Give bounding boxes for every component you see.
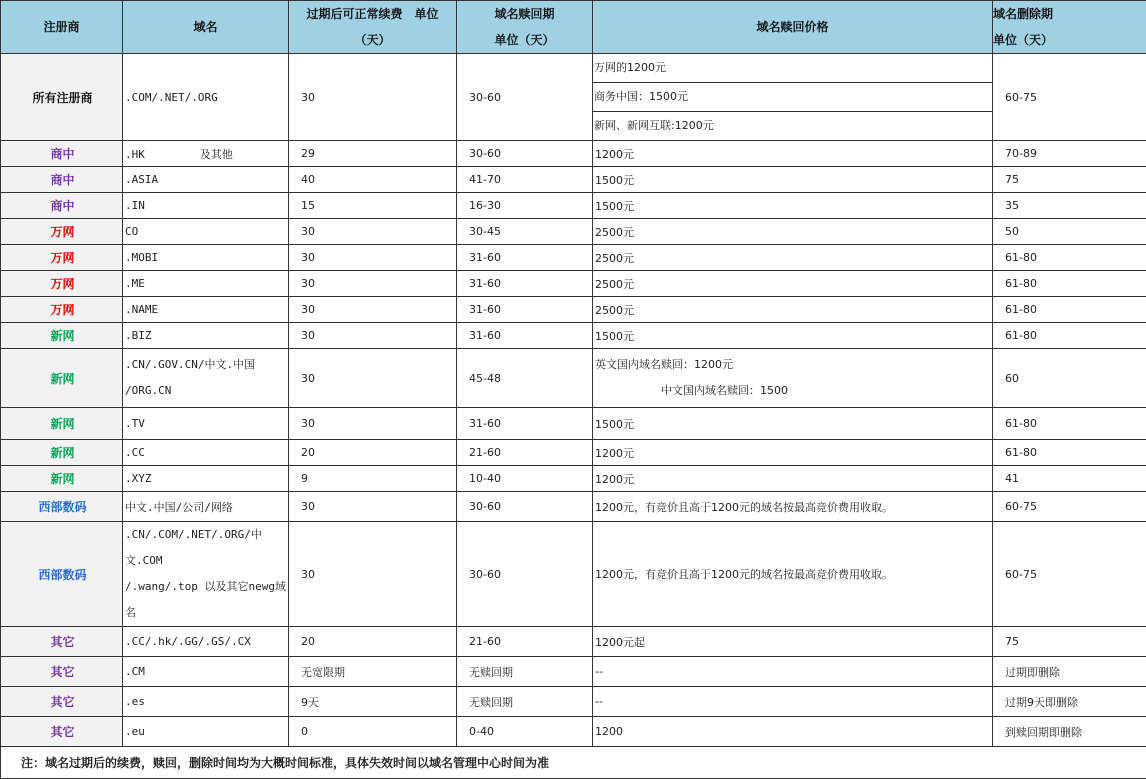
renew-cell: 40	[289, 167, 457, 193]
price-cell: 2500元	[593, 219, 993, 245]
domain-cell: .HK 及其他	[123, 141, 289, 167]
price-cell: 1200元	[593, 440, 993, 466]
redeem-cell: 无赎回期	[457, 687, 593, 717]
registrar-cell: 西部数码	[1, 522, 123, 627]
header-row	[1, 1, 1146, 54]
table-row	[1, 271, 1146, 297]
delete-cell: 75	[993, 627, 1146, 657]
price-cell: --	[593, 687, 993, 717]
table-row	[1, 627, 1146, 657]
renew-cell: 30	[289, 492, 457, 522]
domain-cell: .BIZ	[123, 323, 289, 349]
registrar-cell: 其它	[1, 657, 123, 687]
table-row	[1, 522, 1146, 627]
table-row	[1, 297, 1146, 323]
domain-cell: .XYZ	[123, 466, 289, 492]
footnote: 注：域名过期后的续费，赎回，删除时间均为大概时间标准，具体失效时间以域名管理中心时间为准	[1, 747, 1146, 779]
price-line: 英文国内域名赎回：1200元	[595, 352, 992, 378]
header-registrar: 注册商	[1, 1, 123, 54]
registrar-cell: 西部数码	[1, 492, 123, 522]
domain-cell: .CC	[123, 440, 289, 466]
table-row	[1, 141, 1146, 167]
price-cell: 1200元起	[593, 627, 993, 657]
registrar-cell: 新网	[1, 323, 123, 349]
redeem-cell: 21-60	[457, 440, 593, 466]
price-cell: --	[593, 657, 993, 687]
renew-cell: 20	[289, 440, 457, 466]
renew-cell: 29	[289, 141, 457, 167]
registrar-cell: 其它	[1, 717, 123, 747]
registrar-cell: 商中	[1, 141, 123, 167]
delete-cell: 60-75	[993, 54, 1146, 141]
price-cell	[593, 349, 993, 408]
price-cell: 1500元	[593, 193, 993, 219]
registrar-cell: 商中	[1, 167, 123, 193]
note-row	[1, 747, 1146, 779]
delete-cell: 61-80	[993, 297, 1146, 323]
domain-cell: .CM	[123, 657, 289, 687]
table-row	[1, 440, 1146, 466]
domain-cell: .ME	[123, 271, 289, 297]
redeem-cell: 31-60	[457, 271, 593, 297]
delete-cell: 75	[993, 167, 1146, 193]
price-cell: 1200	[593, 717, 993, 747]
renew-cell: 20	[289, 627, 457, 657]
price-cell: 1200元，有竞价且高于1200元的域名按最高竞价费用收取。	[593, 492, 993, 522]
header-renew-line2: （天）	[289, 27, 456, 53]
registrar-cell: 其它	[1, 687, 123, 717]
domain-line: /ORG.CN	[125, 378, 288, 404]
renew-cell: 30	[289, 522, 457, 627]
registrar-cell: 新网	[1, 349, 123, 408]
delete-cell: 60-75	[993, 492, 1146, 522]
renew-cell: 0	[289, 717, 457, 747]
renew-cell: 30	[289, 54, 457, 141]
renew-cell: 30	[289, 408, 457, 440]
registrar-cell: 万网	[1, 219, 123, 245]
price-cell: 1500元	[593, 167, 993, 193]
price-line: 中文国内域名赎回：1500	[595, 378, 992, 404]
domain-line: 名	[125, 600, 288, 626]
delete-cell: 35	[993, 193, 1146, 219]
domain-line: /.wang/.top 以及其它newg域	[125, 574, 288, 600]
delete-cell: 61-80	[993, 245, 1146, 271]
renew-cell: 30	[289, 297, 457, 323]
delete-cell: 50	[993, 219, 1146, 245]
redeem-cell: 16-30	[457, 193, 593, 219]
domain-cell: .CC/.hk/.GG/.GS/.CX	[123, 627, 289, 657]
redeem-cell: 41-70	[457, 167, 593, 193]
header-redeem-line1: 域名赎回期	[457, 1, 592, 27]
price-cell: 1500元	[593, 323, 993, 349]
registrar-cell: 万网	[1, 297, 123, 323]
redeem-cell: 30-60	[457, 492, 593, 522]
table-row	[1, 466, 1146, 492]
price-cell: 1500元	[593, 408, 993, 440]
renew-cell: 30	[289, 219, 457, 245]
registrar-cell: 所有注册商	[1, 54, 123, 141]
domain-cell: .NAME	[123, 297, 289, 323]
domain-line: .CN/.COM/.NET/.ORG/中文.COM	[125, 522, 288, 574]
price-cell	[593, 54, 993, 141]
rows-group-c	[1, 627, 1146, 747]
header-redeem	[457, 1, 593, 54]
table-row	[1, 219, 1146, 245]
delete-cell: 41	[993, 466, 1146, 492]
redeem-cell: 30-45	[457, 219, 593, 245]
delete-cell: 70-89	[993, 141, 1146, 167]
delete-cell: 61-80	[993, 440, 1146, 466]
redeem-cell: 无赎回期	[457, 657, 593, 687]
table-row	[1, 54, 1146, 141]
domain-cell: .COM/.NET/.ORG	[123, 54, 289, 141]
domain-cell: CO	[123, 219, 289, 245]
price-line: 新网、新网互联:1200元	[593, 112, 992, 140]
redeem-cell: 21-60	[457, 627, 593, 657]
header-domain: 域名	[123, 1, 289, 54]
redeem-cell: 31-60	[457, 297, 593, 323]
redeem-cell: 31-60	[457, 323, 593, 349]
price-cell: 1200元	[593, 466, 993, 492]
renew-cell: 30	[289, 323, 457, 349]
table-row	[1, 167, 1146, 193]
table-row	[1, 717, 1146, 747]
redeem-cell: 0-40	[457, 717, 593, 747]
renew-cell: 30	[289, 245, 457, 271]
delete-cell: 过期即删除	[993, 657, 1146, 687]
price-cell: 2500元	[593, 271, 993, 297]
delete-cell: 过期9天即删除	[993, 687, 1146, 717]
renew-cell: 9	[289, 466, 457, 492]
domain-cell	[123, 349, 289, 408]
renew-cell: 30	[289, 271, 457, 297]
table-row	[1, 349, 1146, 408]
renew-cell: 15	[289, 193, 457, 219]
table-row	[1, 492, 1146, 522]
registrar-cell: 新网	[1, 466, 123, 492]
redeem-cell: 45-48	[457, 349, 593, 408]
header-redeem-line2: 单位（天）	[457, 27, 592, 53]
redeem-cell: 31-60	[457, 245, 593, 271]
header-renew	[289, 1, 457, 54]
delete-cell: 60-75	[993, 522, 1146, 627]
header-delete-line1: 域名删除期	[993, 1, 1146, 27]
delete-cell: 61-80	[993, 408, 1146, 440]
table-row	[1, 245, 1146, 271]
price-cell: 1200元，有竞价且高于1200元的域名按最高竞价费用收取。	[593, 522, 993, 627]
delete-cell: 61-80	[993, 323, 1146, 349]
registrar-cell: 万网	[1, 271, 123, 297]
header-delete	[993, 1, 1146, 54]
price-line: 万网的1200元	[593, 54, 992, 83]
domain-cell: .MOBI	[123, 245, 289, 271]
domain-cell: .eu	[123, 717, 289, 747]
header-renew-line1: 过期后可正常续费 单位	[289, 1, 456, 27]
delete-cell: 61-80	[993, 271, 1146, 297]
table-row	[1, 408, 1146, 440]
domain-line: .CN/.GOV.CN/中文.中国	[125, 352, 288, 378]
redeem-cell: 10-40	[457, 466, 593, 492]
header-price: 域名赎回价格	[593, 1, 993, 54]
domain-cell	[123, 522, 289, 627]
table-row	[1, 657, 1146, 687]
domain-cell: .ASIA	[123, 167, 289, 193]
header-delete-line2: 单位（天）	[993, 27, 1146, 53]
renew-cell: 无宽限期	[289, 657, 457, 687]
registrar-cell: 商中	[1, 193, 123, 219]
registrar-cell: 万网	[1, 245, 123, 271]
redeem-cell: 30-60	[457, 141, 593, 167]
redeem-cell: 30-60	[457, 522, 593, 627]
registrar-cell: 新网	[1, 408, 123, 440]
redeem-cell: 30-60	[457, 54, 593, 141]
rows-group-a	[1, 141, 1146, 349]
rows-group-b	[1, 408, 1146, 522]
redeem-cell: 31-60	[457, 408, 593, 440]
renew-cell: 9天	[289, 687, 457, 717]
price-cell: 2500元	[593, 245, 993, 271]
price-cell: 2500元	[593, 297, 993, 323]
renew-cell: 30	[289, 349, 457, 408]
table-row	[1, 687, 1146, 717]
domain-cell: .es	[123, 687, 289, 717]
registrar-cell: 新网	[1, 440, 123, 466]
price-cell: 1200元	[593, 141, 993, 167]
domain-cell: .TV	[123, 408, 289, 440]
delete-cell: 60	[993, 349, 1146, 408]
registrar-cell: 其它	[1, 627, 123, 657]
price-line: 商务中国：1500元	[593, 83, 992, 112]
table-row	[1, 323, 1146, 349]
domain-cell: 中文.中国/公司/网络	[123, 492, 289, 522]
table-row	[1, 193, 1146, 219]
domain-cell: .IN	[123, 193, 289, 219]
delete-cell: 到赎回期即删除	[993, 717, 1146, 747]
